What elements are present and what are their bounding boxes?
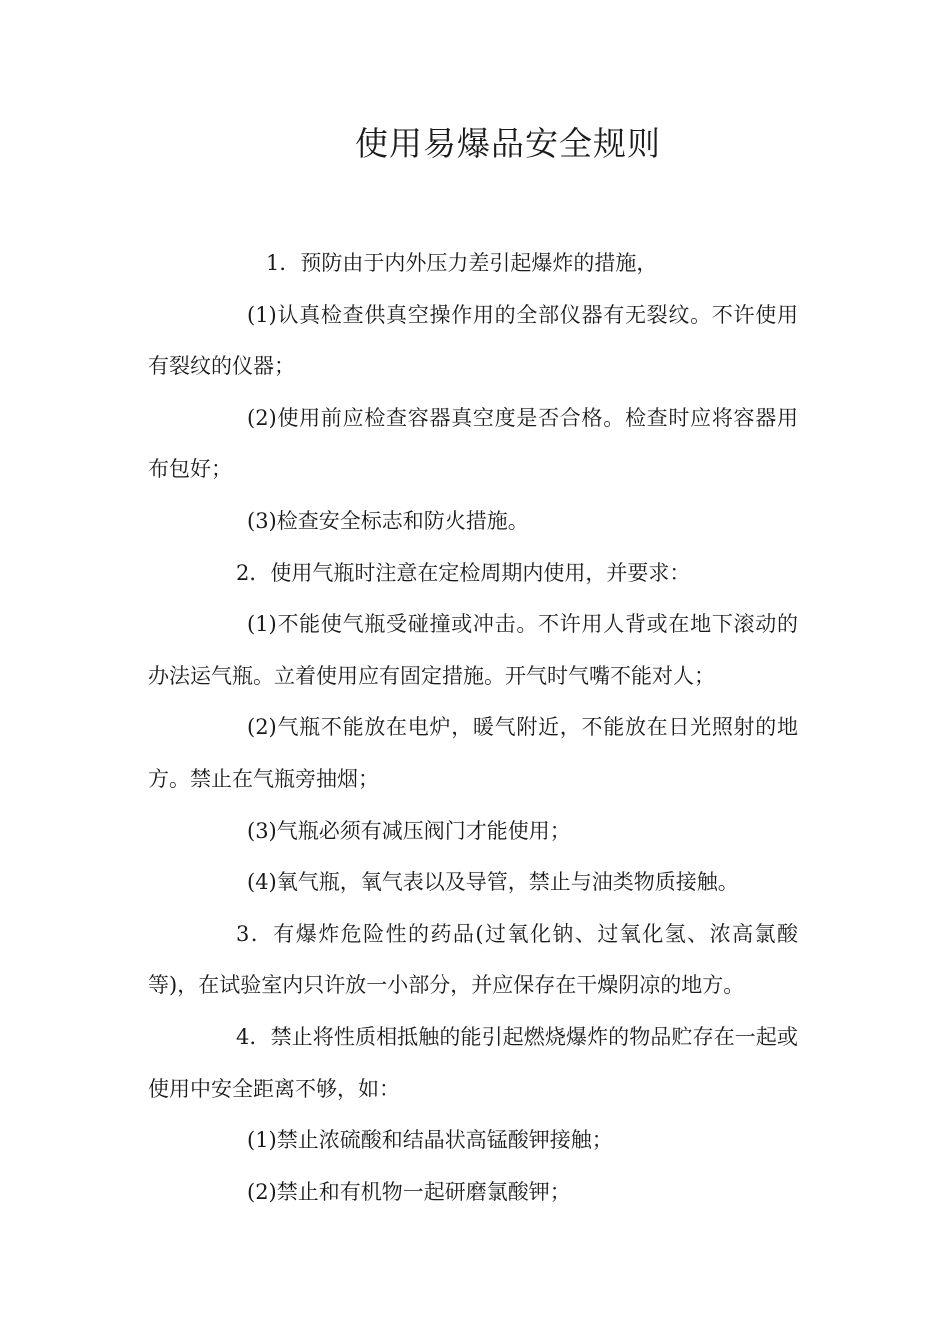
section-4-heading: 4．禁止将性质相抵触的能引起燃烧爆炸的物品贮存在一起或使用中安全距离不够，如： — [148, 1024, 798, 1101]
section-1-heading: 1．预防由于内外压力差引起爆炸的措施， — [266, 251, 658, 275]
document-title: 使用易爆品安全规则 — [355, 124, 661, 163]
section-1-item-2: (2)使用前应检查容器真空度是否合格。检查时应将容器用布包好； — [148, 405, 798, 482]
section-1-item-1: (1)认真检查供真空操作用的全部仪器有无裂纹。不许使用有裂纹的仪器； — [148, 302, 798, 379]
section-4-item-1: (1)禁止浓硫酸和结晶状高锰酸钾接触； — [247, 1128, 613, 1153]
section-1-item-3: (3)检查安全标志和防火措施。 — [247, 508, 529, 533]
section-2-item-1: (1)不能使气瓶受碰撞或冲击。不许用人背或在地下滚动的办法运气瓶。立着使用应有固定措施。开气时气嘴不能对人； — [148, 612, 798, 688]
section-2-item-2: (2)气瓶不能放在电炉，暖气附近，不能放在日光照射的地方。禁止在气瓶旁抽烟； — [148, 715, 798, 791]
section-2-item-4: (4)氧气瓶，氧气表以及导管，禁止与油类物质接触。 — [247, 870, 739, 895]
section-3-heading: 3．有爆炸危险性的药品(过氧化钠、过氧化氢、浓高氯酸等)，在试验室内只许放一小部分，并应保存在干燥阴凉的地方。 — [148, 921, 798, 998]
section-4-item-2: (2)禁止和有机物一起研磨氯酸钾； — [247, 1179, 571, 1204]
document-body — [148, 238, 798, 1218]
section-2-heading: 2．使用气瓶时注意在定检周期内使用，并要求： — [236, 560, 691, 585]
section-2-item-3: (3)气瓶必须有减压阀门才能使用； — [247, 818, 571, 843]
